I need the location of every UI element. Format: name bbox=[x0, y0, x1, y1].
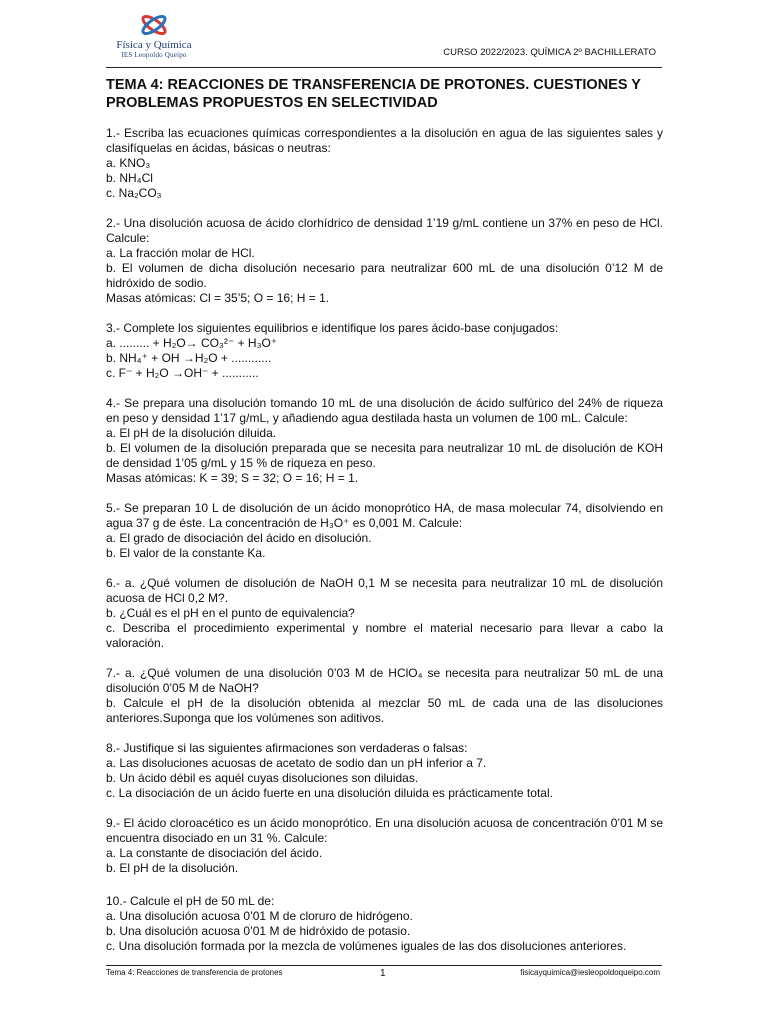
question-8-c: c. La disociación de un ácido fuerte en una disolución diluida es prácticamente total. bbox=[106, 786, 553, 800]
logo-subtitle: IES Leopoldo Queipo bbox=[121, 51, 187, 59]
question-3-intro: 3.- Complete los siguientes equilibrios e identifique los pares ácido-base conjugados: bbox=[106, 321, 559, 335]
question-7-b: b. Calcule el pH de la disolución obtenida al mezclar 50 mL de cada una de las disoluciones anteriores.Suponga que los volúmenes son aditivos. bbox=[106, 696, 663, 725]
school-logo bbox=[104, 12, 204, 59]
course-label: CURSO 2022/2023. QUÍMICA 2º BACHILLERATO bbox=[443, 47, 656, 58]
question-7-intro: 7.- a. ¿Qué volumen de una disolución 0’03 M de HClO₄ se necesita para neutralizar 50 mL de una disolución 0’05 M de NaOH? bbox=[106, 666, 663, 695]
question-4 bbox=[106, 396, 663, 486]
question-9-b: b. El pH de la disolución. bbox=[106, 861, 239, 875]
question-9-a: a. La constante de disociación del ácido. bbox=[106, 846, 323, 860]
question-8-b: b. Un ácido débil es aquél cuyas disoluciones son diluidas. bbox=[106, 771, 419, 785]
question-5-intro: 5.- Se preparan 10 L de disolución de un ácido monoprótico HA, de masa molecular 74, disolviendo en agua 37 g de éste. La concentración de H₃O⁺ es 0,001 M. Calcule: bbox=[106, 501, 663, 530]
question-5-b: b. El valor de la constante Ka. bbox=[106, 546, 266, 560]
question-10-a: a. Una disolución acuosa 0’01 M de cloruro de hidrógeno. bbox=[106, 909, 413, 923]
question-1 bbox=[106, 126, 663, 201]
logo-title: Física y Química bbox=[116, 39, 192, 51]
question-4-a: a. El pH de la disolución diluida. bbox=[106, 426, 277, 440]
question-2-masses: Masas atómicas: Cl = 35’5; O = 16; H = 1. bbox=[106, 291, 330, 305]
question-1-intro: 1.- Escriba las ecuaciones químicas correspondientes a la disolución en agua de las siguientes sales y clasifíquelas en ácidas, básicas o neutras: bbox=[106, 126, 663, 155]
question-3-b: b. NH₄⁺ + OH →H₂O + ............ bbox=[106, 351, 272, 365]
question-9-intro: 9.- El ácido cloroacético es un ácido monoprótico. En una disolución acuosa de concentración 0’01 M se encuentra disociado en un 31 %. Calcule: bbox=[106, 816, 663, 845]
question-10-c: c. Una disolución formada por la mezcla de volúmenes iguales de las dos disoluciones anteriores. bbox=[106, 939, 627, 953]
question-7 bbox=[106, 666, 663, 726]
question-6-b: b. ¿Cuál es el pH en el punto de equivalencia? bbox=[106, 606, 355, 620]
question-6-c: c. Describa el procedimiento experimental y nombre el material necesario para llevar a cabo la valoración. bbox=[106, 621, 663, 650]
question-5-a: a. El grado de disociación del ácido en disolución. bbox=[106, 531, 372, 545]
question-3 bbox=[106, 321, 663, 381]
question-3-a: a. ......... + H₂O→ CO₃²⁻ + H₃O⁺ bbox=[106, 336, 278, 350]
question-2-b: b. El volumen de dicha disolución necesario para neutralizar 600 mL de una disolución 0’12 M de hidróxido de sodio. bbox=[106, 261, 663, 290]
question-9 bbox=[106, 816, 663, 876]
footer-email: fisicayquimica@iesleopoldoqueipo.com bbox=[520, 968, 660, 977]
document-title: TEMA 4: REACCIONES DE TRANSFERENCIA DE PROTONES. CUESTIONES Y PROBLEMAS PROPUESTOS EN SELECTIVIDAD bbox=[106, 77, 641, 111]
question-1-c: c. Na₂CO₃ bbox=[106, 186, 162, 200]
question-4-intro: 4.- Se prepara una disolución tomando 10 mL de una disolución de ácido sulfúrico del 24% de riqueza en peso y densidad 1’17 g/mL, y añadiendo agua destilada hasta un volumen de 100 mL. Calcule: bbox=[106, 396, 663, 425]
atom-logo-icon bbox=[139, 12, 169, 38]
question-8 bbox=[106, 741, 663, 801]
question-2-intro: 2.- Una disolución acuosa de ácido clorhídrico de densidad 1’19 g/mL contiene un 37% en peso de HCl. Calcule: bbox=[106, 216, 663, 245]
question-4-masses: Masas atómicas: K = 39; S = 32; O = 16; H = 1. bbox=[106, 471, 359, 485]
question-6-intro: 6.- a. ¿Qué volumen de disolución de NaOH 0,1 M se necesita para neutralizar 10 mL de disolución acuosa de HCl 0,2 M?. bbox=[106, 576, 663, 605]
question-8-a: a. Las disoluciones acuosas de acetato de sodio dan un pH inferior a 7. bbox=[106, 756, 487, 770]
question-10-b: b. Una disolución acuosa 0’01 M de hidróxido de potasio. bbox=[106, 924, 411, 938]
header-divider bbox=[106, 67, 662, 68]
footer-divider bbox=[106, 965, 662, 966]
questions-list bbox=[106, 126, 663, 969]
question-2 bbox=[106, 216, 663, 306]
question-1-a: a. KNO₃ bbox=[106, 156, 151, 170]
question-5 bbox=[106, 501, 663, 561]
page-number: 1 bbox=[380, 968, 386, 979]
question-1-b: b. NH₄Cl bbox=[106, 171, 153, 185]
question-2-a: a. La fracción molar de HCl. bbox=[106, 246, 255, 260]
question-6 bbox=[106, 576, 663, 651]
question-10 bbox=[106, 894, 663, 954]
footer-topic: Tema 4: Reacciones de transferencia de protones bbox=[106, 968, 283, 977]
question-4-b: b. El volumen de la disolución preparada que se necesita para neutralizar 10 mL de disolución de KOH de densidad 1’05 g/mL y 15 % de riqueza en peso. bbox=[106, 441, 663, 470]
question-3-c: c. F⁻ + H₂O →OH⁻ + ........... bbox=[106, 366, 259, 380]
question-8-intro: 8.- Justifique si las siguientes afirmaciones son verdaderas o falsas: bbox=[106, 741, 468, 755]
question-10-intro: 10.- Calcule el pH de 50 mL de: bbox=[106, 894, 275, 908]
